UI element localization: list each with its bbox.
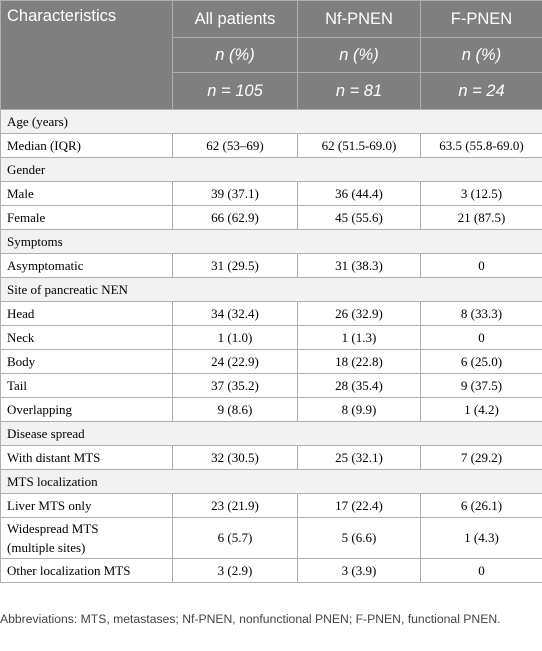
table-cell: 28 (35.4) — [298, 374, 421, 398]
section-row — [1, 110, 542, 134]
header-row — [1, 1, 542, 38]
table-cell: 62 (51.5-69.0) — [298, 134, 421, 158]
row-label — [1, 326, 173, 350]
row-label-text: Male — [7, 185, 34, 201]
row-label — [1, 518, 173, 559]
section-title: Age (years) — [1, 110, 542, 134]
table-cell: 3 (3.9) — [298, 559, 421, 583]
table-row — [1, 494, 542, 518]
section-title: Gender — [1, 158, 542, 182]
row-label-text: Liver MTS only — [7, 497, 92, 513]
row-label — [1, 206, 173, 230]
section-title: Disease spread — [1, 422, 542, 446]
table-cell: 63.5 (55.8-69.0) — [421, 134, 542, 158]
table-cell: 36 (44.4) — [298, 182, 421, 206]
section-title: MTS localization — [1, 470, 542, 494]
table-row — [1, 559, 542, 583]
table-cell: 7 (29.2) — [421, 446, 542, 470]
row-label-text: With distant MTS — [7, 449, 101, 465]
section-title: Site of pancreatic NEN — [1, 278, 542, 302]
table-cell: 3 (2.9) — [173, 559, 298, 583]
table-cell: 1 (1.0) — [173, 326, 298, 350]
table-cell: 26 (32.9) — [298, 302, 421, 326]
header-nf-pnen: Nf-PNEN — [298, 1, 421, 38]
table-cell: 34 (32.4) — [173, 302, 298, 326]
row-label — [1, 254, 173, 278]
row-label — [1, 446, 173, 470]
row-label-text: Tail — [7, 377, 28, 393]
row-label — [1, 398, 173, 422]
table-cell: 21 (87.5) — [421, 206, 542, 230]
row-label-text: Other localization MTS — [7, 562, 131, 578]
section-title: Symptoms — [1, 230, 542, 254]
row-label-text: Neck — [7, 329, 35, 345]
header-f-pnen: F-PNEN — [421, 1, 542, 38]
row-label-text: Female — [7, 209, 46, 225]
table-cell: 1 (4.2) — [421, 398, 542, 422]
table-row — [1, 350, 542, 374]
table-row — [1, 326, 542, 350]
table-row — [1, 134, 542, 158]
header-characteristics: Characteristics — [1, 1, 173, 110]
header-n-pct-f: n (%) — [421, 38, 542, 73]
table-cell: 5 (6.6) — [298, 518, 421, 559]
table-cell: 1 (4.3) — [421, 518, 542, 559]
table-row — [1, 374, 542, 398]
row-label — [1, 374, 173, 398]
row-label — [1, 350, 173, 374]
table-cell: 62 (53–69) — [173, 134, 298, 158]
table-row — [1, 302, 542, 326]
header-n-pct-all: n (%) — [173, 38, 298, 73]
table-cell: 31 (38.3) — [298, 254, 421, 278]
row-label-text-line2: (multiple sites) — [7, 540, 86, 555]
footnote: Abbreviations: MTS, metastases; Nf-PNEN, nonfunctional PNEN; F-PNEN, functional PNEN. — [0, 612, 501, 626]
header-n-total-f: n = 24 — [421, 73, 542, 110]
table-cell: 17 (22.4) — [298, 494, 421, 518]
table-cell: 3 (12.5) — [421, 182, 542, 206]
table-row — [1, 206, 542, 230]
table-cell: 6 (26.1) — [421, 494, 542, 518]
section-row — [1, 158, 542, 182]
table-row — [1, 254, 542, 278]
table-cell: 32 (30.5) — [173, 446, 298, 470]
table-cell: 6 (5.7) — [173, 518, 298, 559]
section-row — [1, 422, 542, 446]
table-cell: 23 (21.9) — [173, 494, 298, 518]
table-cell: 66 (62.9) — [173, 206, 298, 230]
table-cell: 31 (29.5) — [173, 254, 298, 278]
table-row — [1, 518, 542, 559]
row-label-text: Overlapping — [7, 401, 72, 417]
row-label — [1, 182, 173, 206]
row-label — [1, 494, 173, 518]
table-cell: 39 (37.1) — [173, 182, 298, 206]
table-row — [1, 398, 542, 422]
row-label — [1, 302, 173, 326]
section-row — [1, 230, 542, 254]
table-cell: 37 (35.2) — [173, 374, 298, 398]
table-cell: 8 (9.9) — [298, 398, 421, 422]
row-label — [1, 134, 173, 158]
table-cell: 6 (25.0) — [421, 350, 542, 374]
table-cell: 0 — [421, 559, 542, 583]
table-cell: 24 (22.9) — [173, 350, 298, 374]
row-label-text: Body — [7, 353, 36, 369]
table-row — [1, 182, 542, 206]
row-label-text: Median (IQR) — [7, 137, 82, 153]
table-cell: 9 (37.5) — [421, 374, 542, 398]
row-label-text: Widespread MTS — [7, 521, 99, 536]
header-all-patients: All patients — [173, 1, 298, 38]
table-cell: 1 (1.3) — [298, 326, 421, 350]
table-cell: 0 — [421, 254, 542, 278]
table-cell: 9 (8.6) — [173, 398, 298, 422]
section-row — [1, 470, 542, 494]
row-label — [1, 559, 173, 583]
header-n-total-all: n = 105 — [173, 73, 298, 110]
table-cell: 8 (33.3) — [421, 302, 542, 326]
row-label-text: Asymptomatic — [7, 257, 84, 273]
table-cell: 0 — [421, 326, 542, 350]
table-cell: 45 (55.6) — [298, 206, 421, 230]
table-cell: 18 (22.8) — [298, 350, 421, 374]
table-row — [1, 446, 542, 470]
row-label-text: Head — [7, 305, 35, 321]
section-row — [1, 278, 542, 302]
header-n-total-nf: n = 81 — [298, 73, 421, 110]
header-n-pct-nf: n (%) — [298, 38, 421, 73]
table-cell: 25 (32.1) — [298, 446, 421, 470]
